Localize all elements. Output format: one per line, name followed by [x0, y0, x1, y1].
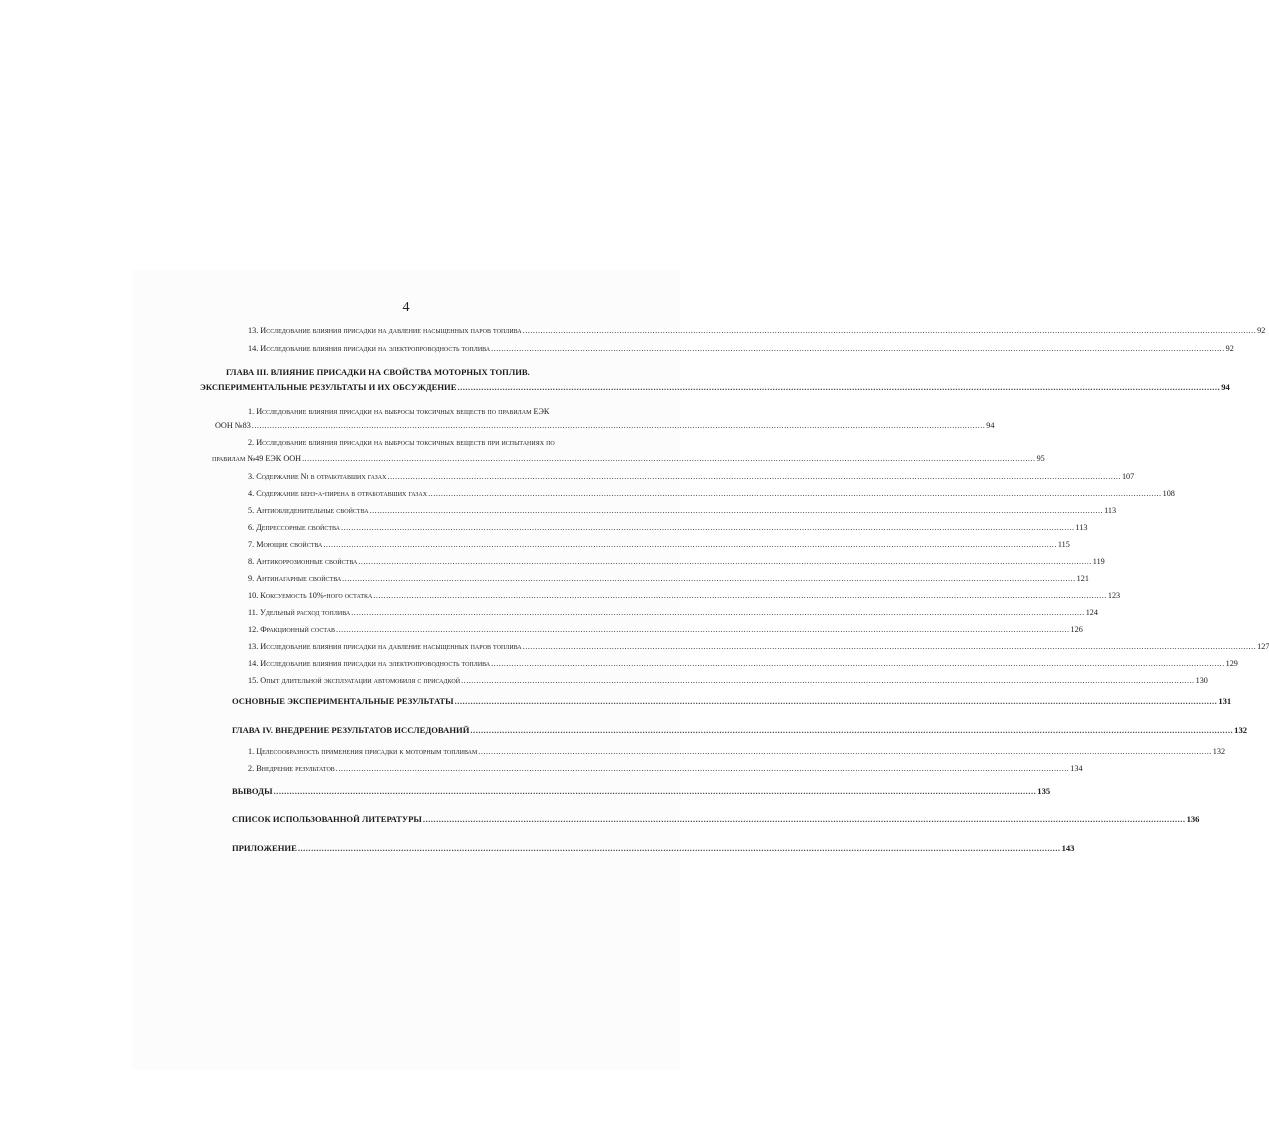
- toc-entry-page: 132: [1212, 747, 1226, 756]
- leader-dots: [423, 814, 1186, 825]
- toc-entry-title: 7. Моющие свойства: [248, 540, 323, 549]
- leader-dots: [491, 658, 1225, 669]
- toc-entry-page: 131: [1218, 696, 1232, 706]
- toc-entry-page: 115: [1057, 540, 1070, 549]
- toc-entry-page: 123: [1107, 591, 1121, 600]
- toc-entry-page: 94: [1221, 382, 1230, 392]
- toc-entry-page: 113: [1075, 523, 1088, 532]
- document-page: [132, 270, 1269, 1070]
- leader-dots: [342, 573, 1076, 584]
- chapter-heading-line1: ГЛАВА III. ВЛИЯНИЕ ПРИСАДКИ НА СВОЙСТВА МОТОРНЫХ ТОПЛИВ.: [226, 367, 530, 377]
- page-number: 4: [402, 300, 410, 315]
- toc-entry-title-cont: ООН №83: [215, 421, 251, 430]
- toc-entry-title: 12. Фракционный состав: [248, 625, 336, 634]
- toc-entry-title: ОСНОВНЫЕ ЭКСПЕРИМЕНТАЛЬНЫЕ РЕЗУЛЬТАТЫ: [232, 696, 454, 706]
- toc-entry-title: ЭКСПЕРИМЕНТАЛЬНЫЕ РЕЗУЛЬТАТЫ И ИХ ОБСУЖДЕНИЕ: [200, 382, 457, 392]
- toc-entry-page: 92: [1257, 326, 1266, 335]
- toc-entry: [248, 539, 1070, 550]
- leader-dots: [478, 746, 1212, 757]
- toc-entry-title: 13. Исследование влияния присадки на давление насыщенных паров топлива: [248, 326, 522, 335]
- leader-dots: [341, 522, 1075, 533]
- leader-dots: [336, 763, 1070, 774]
- toc-entry-title: 2. Внедрение результатов: [248, 764, 335, 773]
- chapter-heading: [232, 725, 1248, 736]
- toc-entry-title: 13. Исследование влияния присадки на давление насыщенных паров топлива: [248, 642, 522, 651]
- section-heading: [232, 696, 1232, 707]
- toc-entry-title: 6. Депрессорные свойства: [248, 523, 341, 532]
- leader-dots: [323, 539, 1057, 550]
- toc-entry-page: 113: [1104, 506, 1117, 515]
- toc-entry-title: 10. Коксуемость 10%-ного остатка: [248, 591, 373, 600]
- toc-entry: [248, 488, 1175, 499]
- toc-entry: [248, 658, 1238, 669]
- leader-dots: [387, 471, 1121, 482]
- toc-entry: [248, 746, 1226, 757]
- toc-entry: [212, 453, 1045, 464]
- toc-entry-page: 124: [1085, 608, 1098, 617]
- toc-entry: [248, 763, 1083, 774]
- toc-entry: [248, 505, 1117, 516]
- toc-entry: [248, 641, 1269, 652]
- toc-entry-title: ГЛАВА IV. ВНЕДРЕНИЕ РЕЗУЛЬТАТОВ ИССЛЕДОВАНИЙ: [232, 725, 470, 735]
- toc-entry: [248, 675, 1208, 686]
- toc-entry-page: 121: [1076, 574, 1089, 583]
- toc-entry-page: 92: [1225, 344, 1234, 353]
- leader-dots: [252, 420, 986, 431]
- leader-dots: [351, 607, 1085, 618]
- toc-entry: [248, 325, 1266, 336]
- toc-entry: [248, 522, 1088, 533]
- toc-entry-title: 14. Исследование влияния присадки на электропроводность топлива: [248, 659, 491, 668]
- leader-dots: [358, 556, 1092, 567]
- toc-entry-page: 108: [1162, 489, 1175, 498]
- leader-dots: [461, 675, 1195, 686]
- toc-entry: [248, 556, 1105, 567]
- toc-entry-page: 126: [1070, 625, 1083, 634]
- toc-entry-page: 95: [1036, 454, 1045, 463]
- toc-entry-title: ВЫВОДЫ: [232, 786, 273, 796]
- leader-dots: [302, 453, 1036, 464]
- leader-dots: [455, 696, 1218, 707]
- section-heading: [232, 814, 1200, 825]
- chapter-heading: [200, 382, 1230, 393]
- toc-entry-title-cont: правилам №49 ЕЭК ООН: [212, 454, 302, 463]
- toc-entry: [248, 624, 1083, 635]
- toc-entry-page: 107: [1121, 472, 1135, 481]
- toc-entry: [215, 420, 995, 431]
- toc-entry: [248, 607, 1098, 618]
- toc-entry-title: 14. Исследование влияния присадки на электропроводность топлива: [248, 344, 491, 353]
- toc-entry-page: 135: [1037, 786, 1051, 796]
- toc-entry-page: 134: [1070, 764, 1083, 773]
- section-heading: [232, 786, 1051, 797]
- leader-dots: [491, 343, 1225, 354]
- leader-dots: [298, 843, 1061, 854]
- toc-entry-title: 15. Опыт длительной эксплуатации автомобиля с присадкой: [248, 676, 461, 685]
- leader-dots: [336, 624, 1070, 635]
- leader-dots: [470, 725, 1233, 736]
- toc-entry-page: 136: [1186, 814, 1200, 824]
- toc-entry-title: 2. Исследование влияния присадки на выбросы токсичных веществ при испытаниях по: [248, 438, 555, 447]
- toc-entry-page: 129: [1225, 659, 1238, 668]
- toc-entry-title: 3. Содержание Ni в отработавших газах: [248, 472, 387, 481]
- toc-entry: [248, 573, 1089, 584]
- toc-entry-title: ПРИЛОЖЕНИЕ: [232, 843, 297, 853]
- toc-entry-title: 4. Содержание бенз-α-пирена в отработавших газах: [248, 489, 428, 498]
- toc-entry-title: 8. Антикоррозионные свойства: [248, 557, 358, 566]
- leader-dots: [457, 382, 1220, 393]
- toc-entry-title: 1. Целесообразность применения присадки к моторным топливам: [248, 747, 478, 756]
- toc-entry-title: 9. Антинагарные свойства: [248, 574, 342, 583]
- toc-entry-title: 11. Удельный расход топлива: [248, 608, 351, 617]
- toc-entry: [248, 471, 1135, 482]
- toc-entry-page: 130: [1195, 676, 1208, 685]
- toc-entry-page: 119: [1092, 557, 1105, 566]
- leader-dots: [428, 488, 1162, 499]
- toc-entry-page: 132: [1234, 725, 1248, 735]
- section-heading: [232, 843, 1075, 854]
- toc-entry-title: 1. Исследование влияния присадки на выбросы токсичных веществ по правилам ЕЭК: [248, 407, 550, 416]
- leader-dots: [370, 505, 1104, 516]
- leader-dots: [523, 325, 1257, 336]
- toc-entry-page: 127: [1257, 642, 1269, 651]
- toc-entry: [248, 343, 1234, 354]
- leader-dots: [274, 786, 1037, 797]
- toc-entry-title: 5. Антиобледенительные свойства: [248, 506, 369, 515]
- leader-dots: [523, 641, 1257, 652]
- toc-entry-page: 143: [1061, 843, 1075, 853]
- toc-entry-title: СПИСОК ИСПОЛЬЗОВАННОЙ ЛИТЕРАТУРЫ: [232, 814, 422, 824]
- toc-entry: [248, 590, 1121, 601]
- toc-entry-page: 94: [986, 421, 995, 430]
- leader-dots: [373, 590, 1107, 601]
